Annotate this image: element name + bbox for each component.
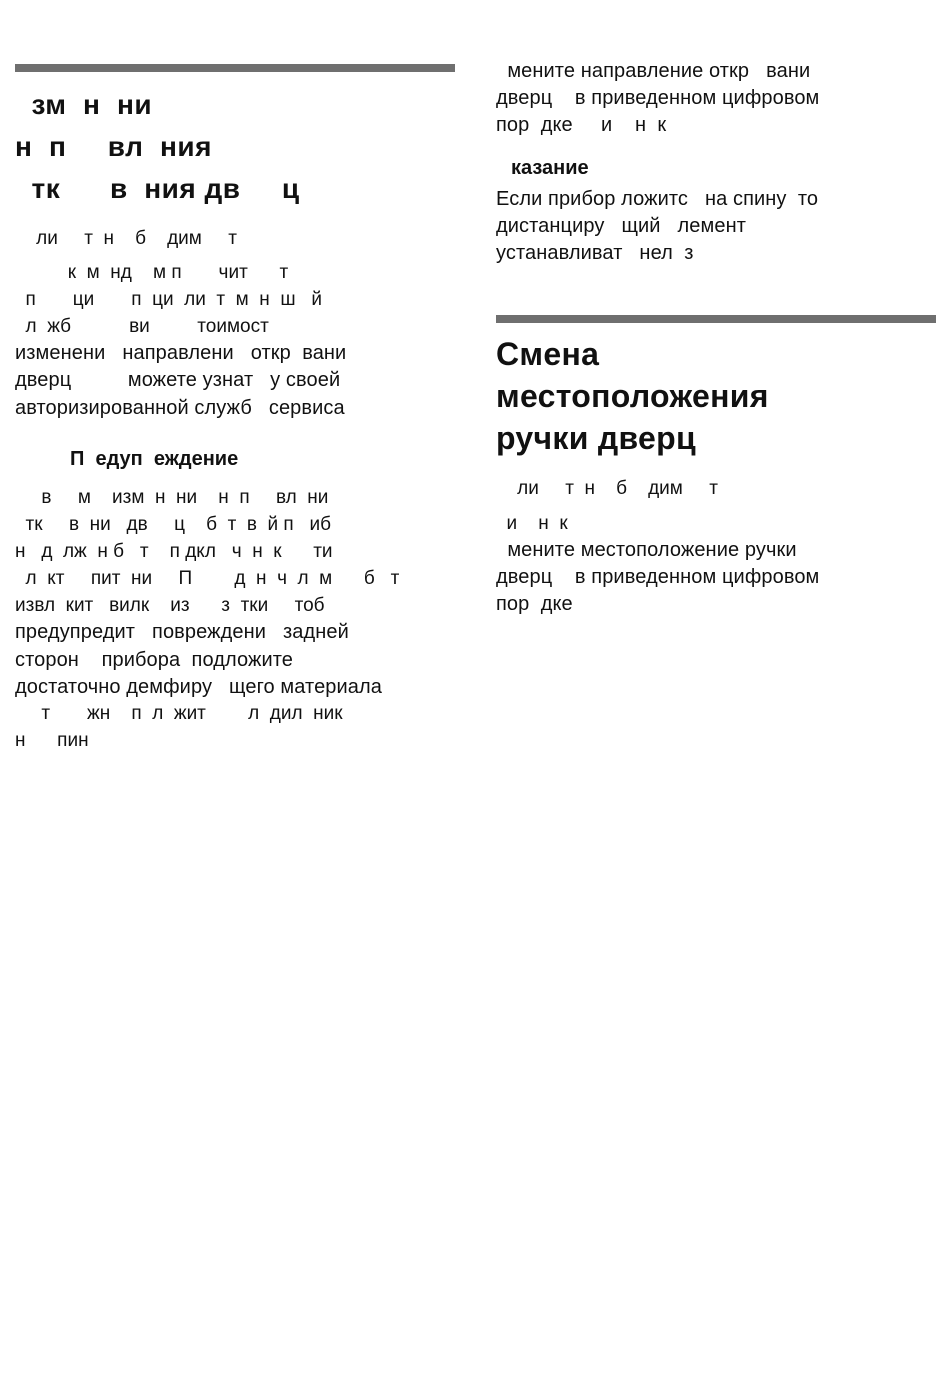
intro-line: дверц можете узнат у своей bbox=[15, 369, 341, 391]
intro-line: к м нд м п чит т bbox=[15, 262, 289, 283]
intro-line: изменени направлени откр вани bbox=[15, 342, 347, 364]
intro-line: п ци п ци ли т м н ш й bbox=[15, 289, 323, 310]
warning-line: в м изм н ни н п вл ни bbox=[15, 487, 329, 508]
warning-line: н пин bbox=[15, 730, 89, 751]
warning-heading: П едуп еждение bbox=[70, 448, 239, 470]
illustration-note: ли т н б дим т bbox=[496, 478, 718, 499]
section-divider bbox=[496, 315, 936, 323]
step-line: дверц в приведенном цифровом bbox=[496, 87, 820, 109]
section-heading-line: зм н ни bbox=[15, 89, 153, 120]
steps-label: и н к bbox=[496, 513, 568, 534]
illustration-note: ли т н б дим т bbox=[15, 228, 237, 249]
intro-line: л жб ви тоимост bbox=[15, 316, 269, 337]
warning-line: достаточно демфиру щего материала bbox=[15, 676, 383, 698]
hint-line: устанавливат нел з bbox=[496, 242, 694, 264]
warning-line: т жн п л жит л дил ник bbox=[15, 703, 343, 724]
warning-line: предупредит повреждени задней bbox=[15, 621, 349, 643]
warning-line: сторон прибора подложите bbox=[15, 649, 294, 671]
step-line: пор дке и н к bbox=[496, 114, 667, 136]
section-divider bbox=[15, 64, 455, 72]
step-line: мените местоположение ручки bbox=[496, 539, 797, 561]
warning-line: н д лж н б т п дкл ч н к ти bbox=[15, 541, 333, 562]
hint-line: Если прибор ложитс на спину то bbox=[496, 188, 819, 210]
section-heading-line: местоположения bbox=[496, 378, 769, 414]
step-line: дверц в приведенном цифровом bbox=[496, 566, 820, 588]
hint-heading: казание bbox=[511, 157, 589, 179]
step-line: мените направление откр вани bbox=[496, 60, 811, 82]
warning-line: извл кит вилк из з тки тоб bbox=[15, 595, 325, 616]
section-heading-line: тк в ния дв ц bbox=[15, 173, 300, 204]
warning-line: тк в ни дв ц б т в й п иб bbox=[15, 514, 331, 535]
intro-line: авторизированной служб сервиса bbox=[15, 397, 345, 419]
section-heading-line: Смена bbox=[496, 336, 600, 372]
section-heading-line: ручки дверц bbox=[496, 420, 696, 456]
hint-line: дистанциру щий лемент bbox=[496, 215, 746, 237]
warning-line: л кт пит ни П д н ч л м б т bbox=[15, 568, 400, 589]
section-heading-line: н п вл ния bbox=[15, 131, 212, 162]
step-line: пор дке bbox=[496, 593, 573, 615]
